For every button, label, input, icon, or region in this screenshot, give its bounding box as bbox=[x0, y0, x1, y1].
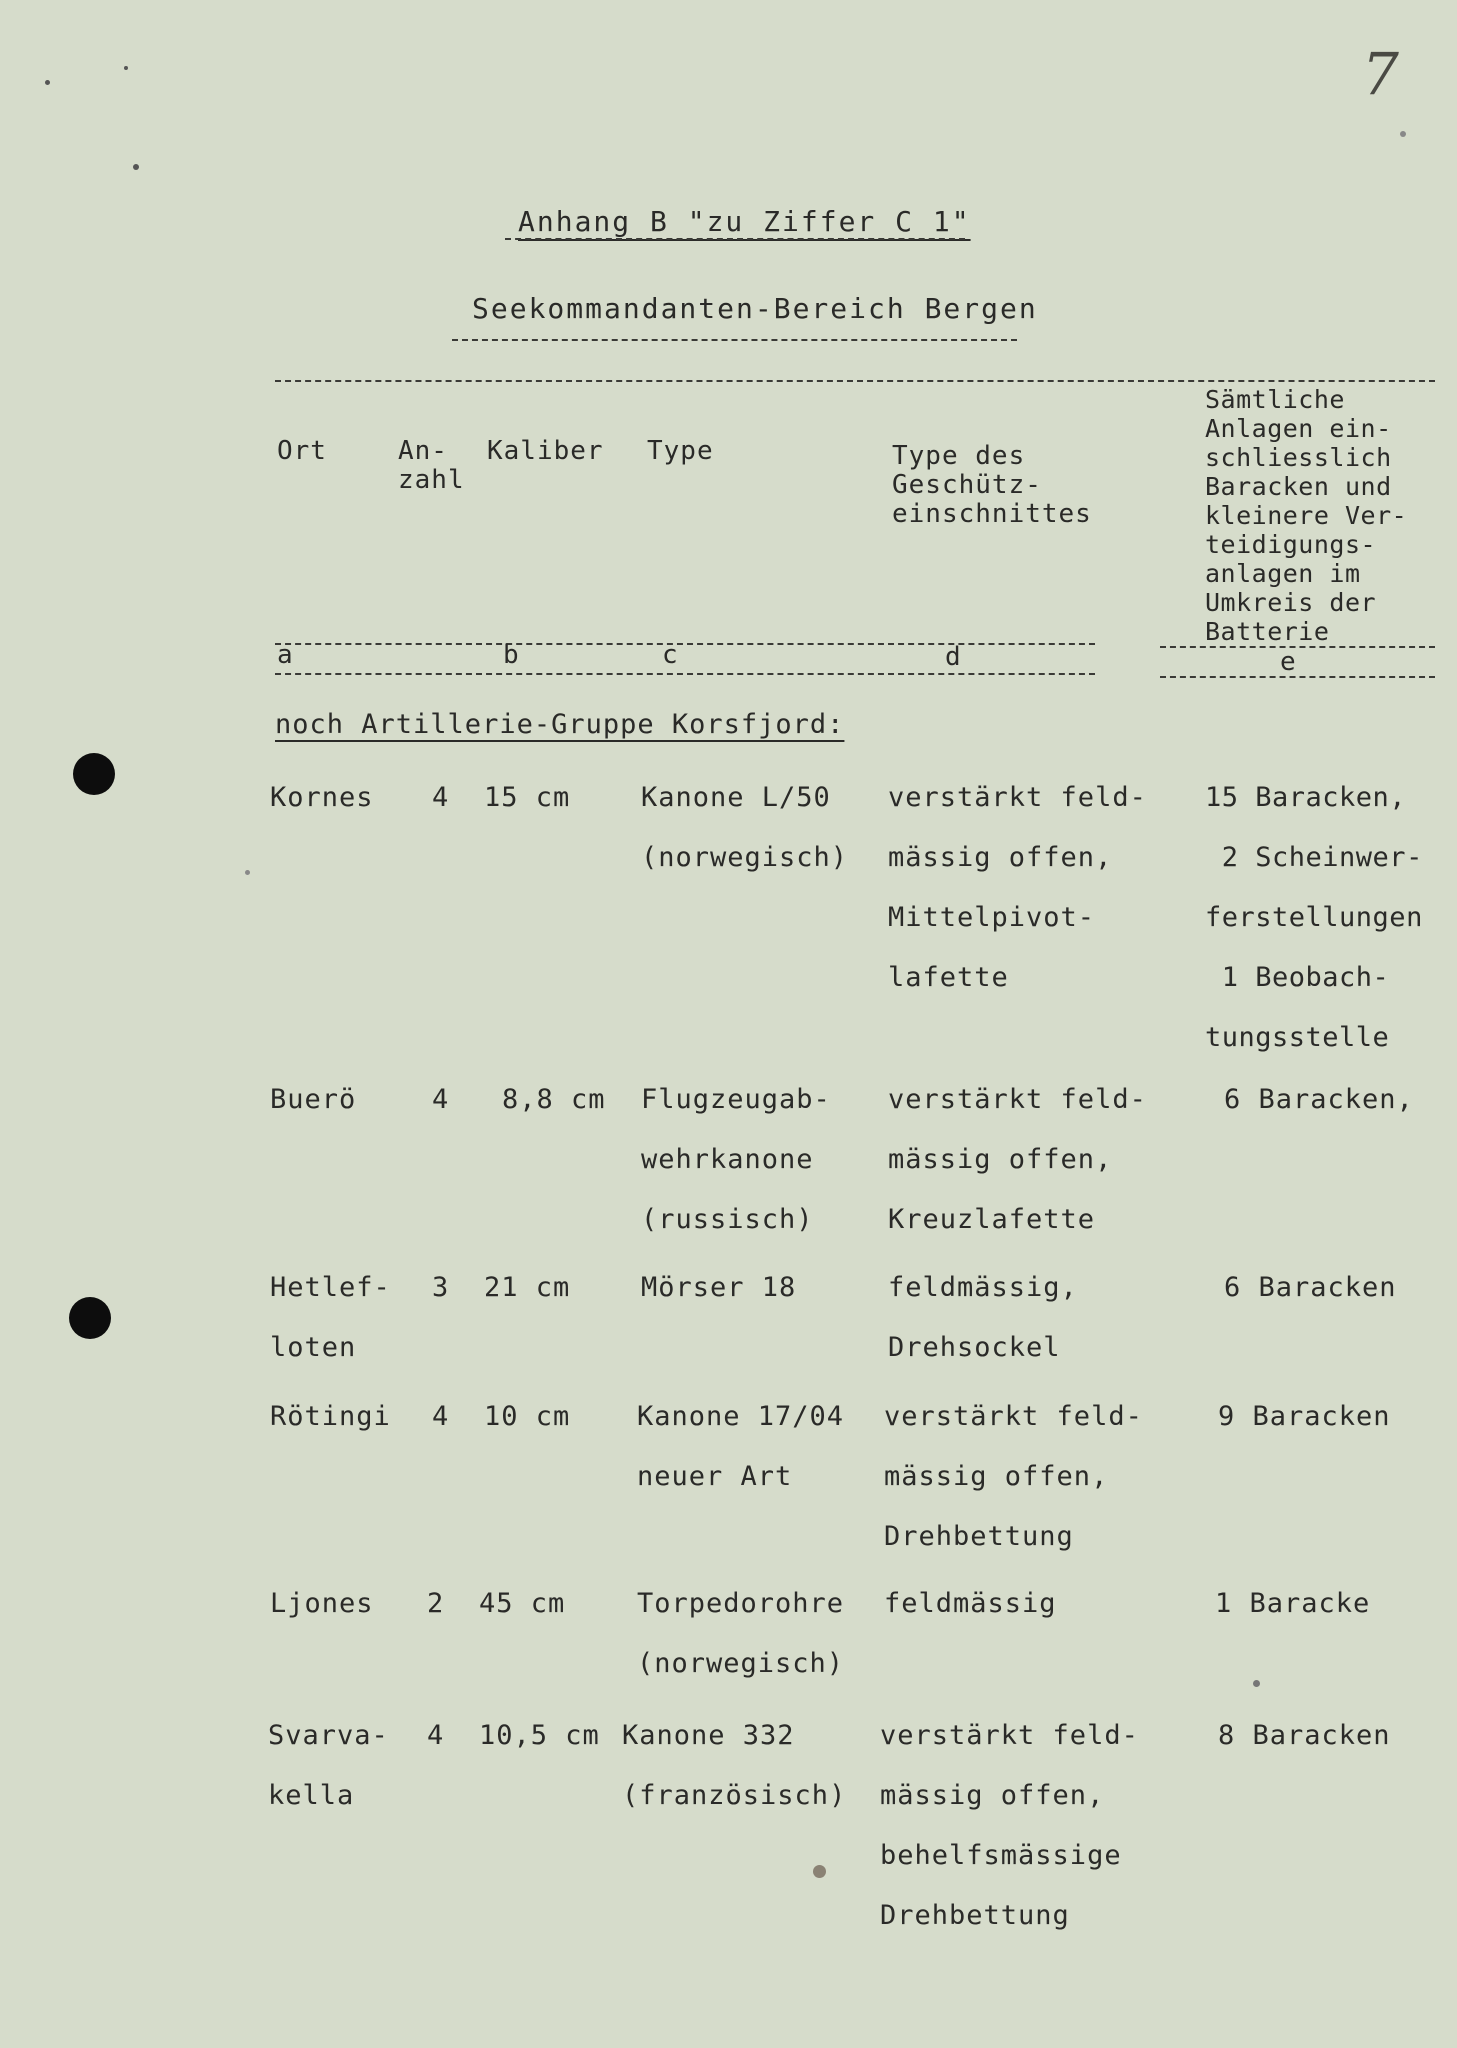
cell-einschnitt: feldmässig, Drehsockel bbox=[888, 1272, 1078, 1363]
cell-anzahl: 2 bbox=[427, 1588, 445, 1619]
cell-kaliber: 15 cm bbox=[484, 782, 571, 813]
column-header-kaliber: Kaliber bbox=[487, 436, 604, 466]
cell-ort: Ljones bbox=[270, 1588, 374, 1619]
cell-typ: Mörser 18 bbox=[641, 1272, 797, 1303]
cell-kaliber: 21 cm bbox=[484, 1272, 571, 1303]
page-number: 7 bbox=[1362, 40, 1399, 108]
title-underline bbox=[505, 238, 965, 240]
column-letter-e: e bbox=[1280, 647, 1297, 677]
cell-anlagen: 6 Baracken bbox=[1224, 1272, 1397, 1303]
group-heading: noch Artillerie-Gruppe Korsfjord: bbox=[275, 709, 845, 740]
page-title: Anhang B "zu Ziffer C 1" bbox=[518, 205, 971, 238]
cell-ort: Buerö bbox=[270, 1084, 357, 1115]
cell-kaliber: 10,5 cm bbox=[479, 1720, 600, 1751]
cell-anzahl: 3 bbox=[432, 1272, 450, 1303]
punch-hole-top bbox=[73, 753, 115, 795]
cell-ort: Rötingi bbox=[270, 1401, 391, 1432]
column-letter-d: d bbox=[945, 642, 962, 672]
cell-kaliber: 45 cm bbox=[479, 1588, 566, 1619]
header-rule-1 bbox=[275, 643, 1095, 645]
header-rule-2 bbox=[275, 673, 1095, 675]
speck bbox=[245, 870, 250, 875]
cell-einschnitt: verstärkt feld- mässig offen, Kreuzlafette bbox=[888, 1084, 1147, 1235]
cell-ort: Hetlef- loten bbox=[270, 1272, 391, 1363]
cell-kaliber: 8,8 cm bbox=[502, 1084, 606, 1115]
column-header-anlagen: Sämtliche Anlagen ein- schliesslich Baracken und kleinere Ver- teidigungs- anlagen im Umkreis der Batterie bbox=[1205, 385, 1408, 646]
column-header-anzahl: An- zahl bbox=[398, 436, 465, 495]
speck bbox=[45, 80, 50, 85]
subtitle-underline bbox=[452, 339, 1017, 341]
speck bbox=[1400, 131, 1406, 137]
cell-anzahl: 4 bbox=[432, 782, 450, 813]
page-subtitle: Seekommandanten-Bereich Bergen bbox=[472, 292, 1038, 325]
column-header-typ: Type bbox=[647, 436, 714, 466]
header-rule-3 bbox=[1160, 646, 1435, 648]
column-letter-a: a bbox=[277, 640, 294, 670]
cell-typ: Kanone 332 (französisch) bbox=[622, 1720, 847, 1811]
cell-typ: Kanone L/50 (norwegisch) bbox=[641, 782, 849, 873]
speck bbox=[133, 164, 139, 170]
column-letter-b: b bbox=[503, 640, 520, 670]
cell-einschnitt: verstärkt feld- mässig offen, behelfsmässige Drehbettung bbox=[880, 1720, 1139, 1931]
cell-einschnitt: verstärkt feld- mässig offen, Drehbettung bbox=[884, 1401, 1143, 1552]
cell-kaliber: 10 cm bbox=[484, 1401, 571, 1432]
column-letter-c: c bbox=[662, 640, 679, 670]
cell-anlagen: 15 Baracken, 2 Scheinwer- ferstellungen 1 Beobach- tungsstelle bbox=[1205, 782, 1423, 1053]
header-rule-4 bbox=[1160, 676, 1435, 678]
speck bbox=[124, 66, 128, 70]
cell-typ: Kanone 17/04 neuer Art bbox=[637, 1401, 845, 1492]
cell-anlagen: 8 Baracken bbox=[1218, 1720, 1391, 1751]
table-top-rule bbox=[275, 380, 1435, 382]
cell-anlagen: 6 Baracken, bbox=[1224, 1084, 1414, 1115]
cell-anzahl: 4 bbox=[432, 1401, 450, 1432]
cell-anlagen: 1 Baracke bbox=[1215, 1588, 1371, 1619]
speck bbox=[1253, 1680, 1260, 1687]
cell-anzahl: 4 bbox=[432, 1084, 450, 1115]
cell-einschnitt: verstärkt feld- mässig offen, Mittelpivot- lafette bbox=[888, 782, 1147, 993]
cell-typ: Torpedorohre (norwegisch) bbox=[637, 1588, 845, 1679]
column-header-ort: Ort bbox=[277, 436, 327, 466]
punch-hole-bottom bbox=[69, 1297, 111, 1339]
speck bbox=[813, 1865, 826, 1878]
cell-ort: Kornes bbox=[270, 782, 374, 813]
cell-ort: Svarva- kella bbox=[268, 1720, 389, 1811]
cell-anzahl: 4 bbox=[427, 1720, 445, 1751]
cell-anlagen: 9 Baracken bbox=[1218, 1401, 1391, 1432]
column-header-einschnitt: Type des Geschütz- einschnittes bbox=[892, 441, 1092, 529]
cell-einschnitt: feldmässig bbox=[884, 1588, 1057, 1619]
cell-typ: Flugzeugab- wehrkanone (russisch) bbox=[641, 1084, 831, 1235]
